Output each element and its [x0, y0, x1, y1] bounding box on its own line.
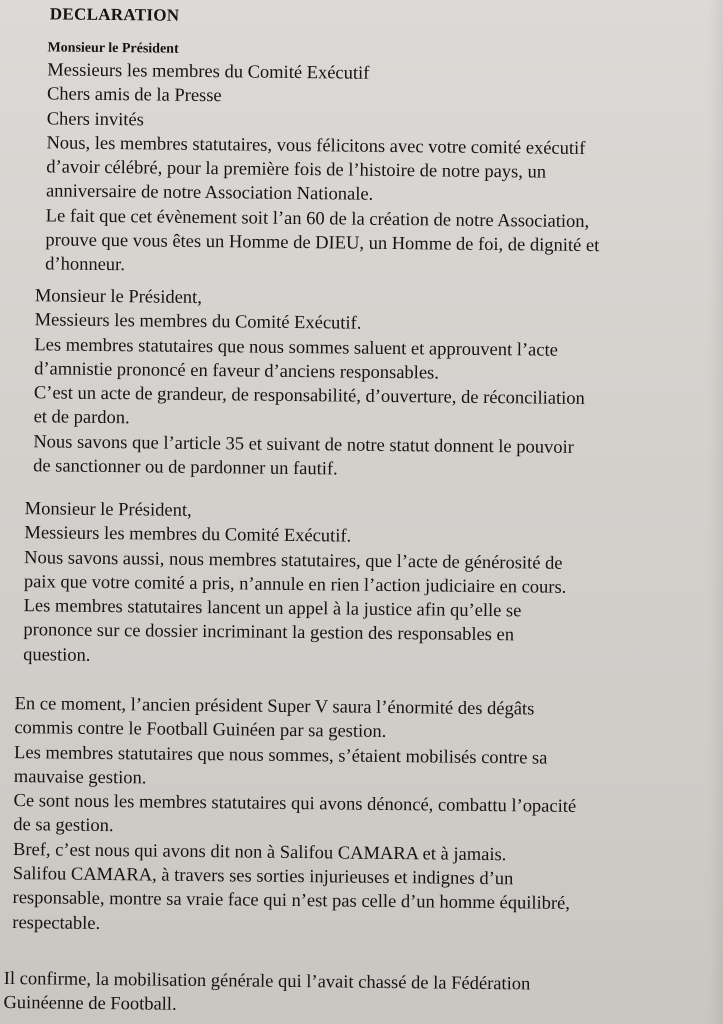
text-line: Chers invités: [46, 108, 144, 130]
paragraph-3: [23, 497, 567, 673]
text-line: Messieurs les membres du Comité Exécutif: [47, 60, 370, 84]
text-line: prouve que vous êtes un Homme de DIEU, un Homme de foi, de dignité et: [45, 230, 600, 257]
paragraph-2: [33, 284, 586, 484]
text-line: prononce sur ce dossier incriminant la gestion des responsables en: [23, 620, 515, 646]
text-line: Nous, les membres statutaires, vous félicitons avec votre comité exécutif: [46, 133, 586, 159]
text-line: commis contre le Football Guinéen par sa gestion.: [14, 718, 387, 743]
text-line: En ce moment, l’ancien président Super V saura l’énormité des dégâts: [14, 694, 535, 720]
text-line: Messieurs les membres du Comité Exécutif.: [34, 310, 362, 334]
text-line: Il confirme, la mobilisation générale qui l’avait chassé de la Fédération: [3, 968, 531, 995]
text-line: Bref, c’est nous qui avons dit non à Salifou CAMARA et à jamais.: [12, 839, 507, 866]
text-line: Nous savons aussi, nous membres statutaires, que l’acte de générosité de: [24, 547, 563, 574]
text-line: Chers amis de la Presse: [46, 84, 222, 107]
text-line: Guinéenne de Football.: [3, 993, 177, 1016]
text-line: Nous savons que l’article 35 et suivant de notre statut donnent le pouvoir: [33, 432, 574, 458]
text-line: Les membres statutaires lancent un appel à la justice afin qu’elle se: [23, 596, 522, 622]
document-title: DECLARATION: [49, 4, 180, 25]
text-line: de sanctionner ou de pardonner un fautif.: [33, 456, 338, 480]
paragraph-1: [45, 38, 601, 282]
text-line: Les membres statutaires que nous sommes, s’étaient mobilisés contre sa: [14, 742, 548, 769]
text-line: d’amnistie prononcé en faveur d’anciens responsables.: [34, 359, 440, 384]
paragraph-5: [3, 967, 530, 1021]
text-line: d’honneur.: [45, 254, 125, 276]
text-line: question.: [23, 644, 91, 666]
declaration-sheet: [3, 0, 712, 1016]
text-line: Le fait que cet évènement soit l’an 60 de la création de notre Association,: [45, 206, 590, 232]
text-line: d’avoir célébré, pour la première fois de l’histoire de notre pays, un: [46, 157, 547, 183]
text-line: Les membres statutaires que nous sommes saluent et approuvent l’acte: [34, 334, 558, 361]
paragraph-4: [12, 692, 577, 941]
text-line: Monsieur le Président,: [34, 286, 202, 309]
text-line: anniversaire de notre Association Nationale.: [45, 181, 374, 206]
text-line: Ce sont nous les membres statutaires qui avons dénoncé, combattu l’opacité: [13, 791, 577, 818]
text-line: mauvaise gestion.: [13, 766, 147, 789]
text-line: C’est un acte de grandeur, de responsabilité, d’ouverture, de réconciliation: [33, 383, 585, 410]
text-line: et de pardon.: [33, 407, 130, 429]
salutation-line: Monsieur le Président: [47, 40, 179, 57]
text-line: de sa gestion.: [13, 815, 114, 837]
text-line: paix que votre comité a pris, n’annule en rien l’action judiciaire en cours.: [23, 572, 567, 598]
photo-edge-shadow: [709, 0, 723, 1024]
text-line: respectable.: [12, 912, 101, 934]
text-line: Monsieur le Président,: [24, 499, 192, 521]
text-line: responsable, montre sa vraie face qui n’est pas celle d’un homme équilibré,: [12, 888, 571, 915]
text-line: Messieurs les membres du Comité Exécutif.: [24, 523, 352, 547]
text-line: Salifou CAMARA, à travers ses sorties injurieuses et indignes d’un: [12, 864, 514, 890]
